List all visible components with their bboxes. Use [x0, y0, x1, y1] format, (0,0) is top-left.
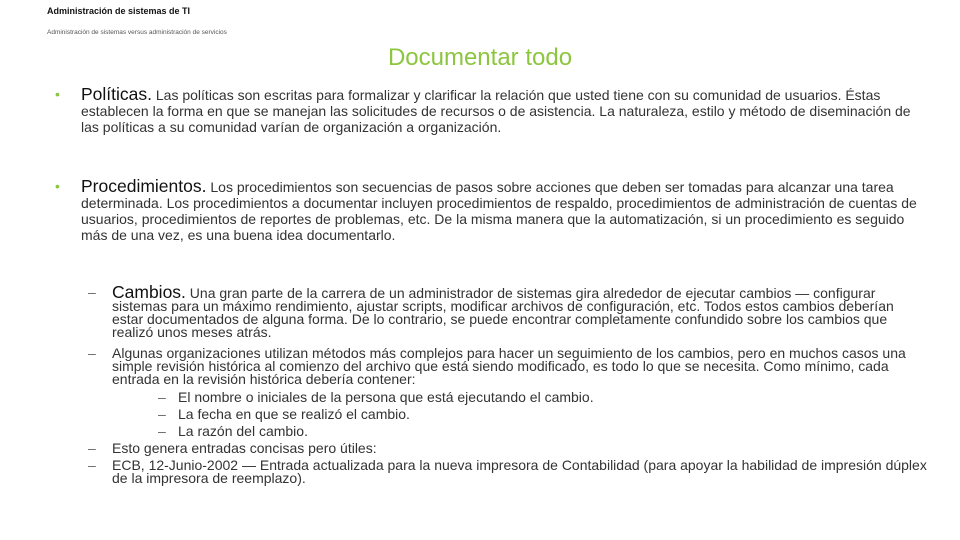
subsubitem-razon: [158, 425, 308, 438]
subitem-metodos: [88, 347, 928, 386]
subitem-ejemplo: [88, 459, 928, 485]
dash-icon: –: [158, 389, 166, 405]
dash-icon: –: [158, 406, 166, 422]
bullet-dot-icon: •: [55, 178, 60, 194]
subitem-lead: Cambios.: [112, 282, 186, 302]
bullet-politicas: [55, 86, 925, 135]
subitem-text: [112, 282, 928, 340]
course-subtitle: Administración de sistemas versus administración de servicios: [47, 29, 227, 36]
dash-icon: –: [88, 440, 96, 456]
subitem-entradas: [88, 442, 928, 455]
course-title: Administración de sistemas de TI: [47, 6, 191, 16]
subitem-text: Algunas organizaciones utilizan métodos más complejos para hacer un seguimiento de los cambios, pero en muchos casos una simple revisión histórica al comienzo del archivo que está siendo modificado, es todo lo que se necesita. Como mínimo, cada entrada en la revisión histórica debería contener:: [112, 345, 906, 387]
subsubitem-text: La fecha en que se realizó el cambio.: [178, 406, 410, 422]
slide-title: Documentar todo: [387, 44, 573, 71]
dash-icon: –: [88, 457, 96, 473]
subitem-text: ECB, 12-Junio-2002 — Entrada actualizada para la nueva impresora de Contabilidad (para apoyar la habilidad de impresión dúplex de la impresora de reemplazo).: [112, 457, 927, 486]
bullet-text: [81, 178, 925, 243]
bullet-procedimientos: [55, 178, 925, 243]
subsubitem-text: La razón del cambio.: [178, 423, 308, 439]
subitem-body: Una gran parte de la carrera de un administrador de sistemas gira alrededor de ejecutar cambios — configurar sistemas para un máximo rendimiento, ajustar scripts, modificar archivos de configuración, etc. Todos estos cambios deberían estar documentados de alguna forma. De lo contrario, se puede encontrar completamente confundido sobre los cambios que realizó unos meses atrás.: [112, 285, 894, 340]
subsubitem-fecha: [158, 408, 410, 421]
bullet-dot-icon: •: [55, 86, 60, 102]
bullet-body: Las políticas son escritas para formalizar y clarificar la relación que usted tiene con su comunidad de usuarios. Éstas establecen la forma en que se manejan las solicitudes de recursos o de asistencia. La naturaleza, estilo y método de diseminación de las políticas a su comunidad varían de organización a organización.: [81, 87, 911, 135]
bullet-text: [81, 86, 925, 135]
subsubitem-nombre: [158, 391, 594, 404]
bullet-body: Los procedimientos son secuencias de pasos sobre acciones que deben ser tomadas para alcanzar una tarea determinada. Los procedimientos a documentar incluyen procedimientos de respaldo, procedimientos de administración de cuentas de usuarios, procedimientos de reportes de problemas, etc. De la misma manera que la automatización, si un procedimiento es seguido más de una vez, es una buena idea documentarlo.: [81, 179, 917, 243]
bullet-lead: Procedimientos.: [81, 176, 207, 196]
bullet-lead: Políticas.: [81, 84, 152, 104]
subitem-text: Esto genera entradas concisas pero útiles:: [112, 440, 377, 456]
subitem-cambios: [88, 282, 928, 340]
dash-icon: –: [88, 284, 96, 300]
dash-icon: –: [158, 423, 166, 439]
subsubitem-text: El nombre o iniciales de la persona que está ejecutando el cambio.: [178, 389, 594, 405]
dash-icon: –: [88, 345, 96, 361]
